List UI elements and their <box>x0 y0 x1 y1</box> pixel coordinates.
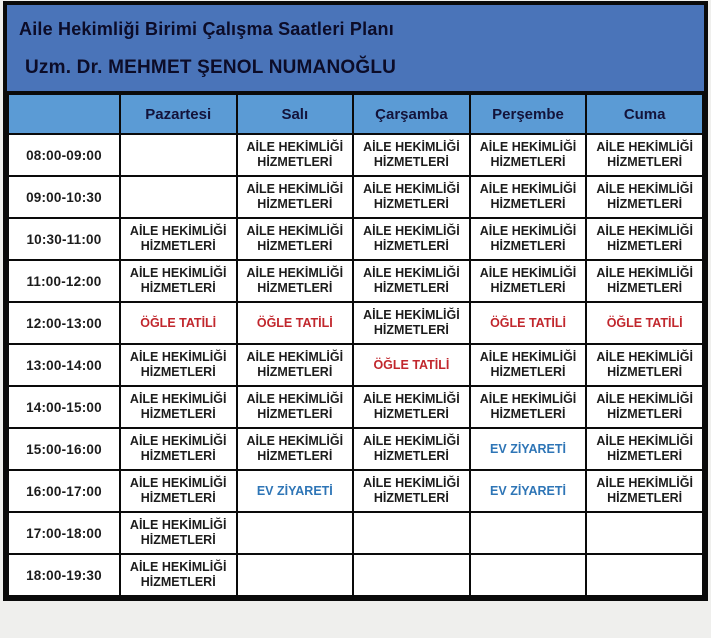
schedule-cell: AİLE HEKİMLİĞİ HİZMETLERİ <box>586 176 703 218</box>
time-cell: 18:00-19:30 <box>8 554 120 596</box>
time-cell: 15:00-16:00 <box>8 428 120 470</box>
time-cell: 13:00-14:00 <box>8 344 120 386</box>
schedule-cell: AİLE HEKİMLİĞİ HİZMETLERİ <box>120 218 237 260</box>
doctor-name: Uzm. Dr. MEHMET ŞENOL NUMANOĞLU <box>25 57 397 78</box>
schedule-cell: AİLE HEKİMLİĞİ HİZMETLERİ <box>237 344 354 386</box>
schedule-cell: AİLE HEKİMLİĞİ HİZMETLERİ <box>470 344 587 386</box>
time-cell: 11:00-12:00 <box>8 260 120 302</box>
schedule-cell <box>470 512 587 554</box>
table-row <box>8 134 703 176</box>
schedule-cell: AİLE HEKİMLİĞİ HİZMETLERİ <box>237 386 354 428</box>
schedule-cell: ÖĞLE TATİLİ <box>586 302 703 344</box>
schedule-cell: AİLE HEKİMLİĞİ HİZMETLERİ <box>353 302 470 344</box>
schedule-cell: AİLE HEKİMLİĞİ HİZMETLERİ <box>586 218 703 260</box>
schedule-cell: AİLE HEKİMLİĞİ HİZMETLERİ <box>120 386 237 428</box>
col-header-carsamba: Çarşamba <box>353 94 470 134</box>
schedule-table <box>7 93 704 597</box>
schedule-cell: AİLE HEKİMLİĞİ HİZMETLERİ <box>586 134 703 176</box>
schedule-cell: AİLE HEKİMLİĞİ HİZMETLERİ <box>353 428 470 470</box>
schedule-cell: AİLE HEKİMLİĞİ HİZMETLERİ <box>353 134 470 176</box>
schedule-cell: EV ZİYARETİ <box>470 470 587 512</box>
schedule-cell: AİLE HEKİMLİĞİ HİZMETLERİ <box>470 134 587 176</box>
schedule-cell: AİLE HEKİMLİĞİ HİZMETLERİ <box>470 176 587 218</box>
time-cell: 16:00-17:00 <box>8 470 120 512</box>
time-cell: 09:00-10:30 <box>8 176 120 218</box>
schedule-cell: AİLE HEKİMLİĞİ HİZMETLERİ <box>470 260 587 302</box>
corner-cell <box>8 94 120 134</box>
table-row <box>8 176 703 218</box>
schedule-cell: ÖĞLE TATİLİ <box>120 302 237 344</box>
schedule-cell: AİLE HEKİMLİĞİ HİZMETLERİ <box>586 470 703 512</box>
schedule-cell: AİLE HEKİMLİĞİ HİZMETLERİ <box>353 218 470 260</box>
schedule-cell: AİLE HEKİMLİĞİ HİZMETLERİ <box>470 218 587 260</box>
table-row <box>8 386 703 428</box>
time-cell: 17:00-18:00 <box>8 512 120 554</box>
schedule-cell <box>120 134 237 176</box>
schedule-cell: AİLE HEKİMLİĞİ HİZMETLERİ <box>120 344 237 386</box>
schedule-cell: AİLE HEKİMLİĞİ HİZMETLERİ <box>353 386 470 428</box>
schedule-cell: AİLE HEKİMLİĞİ HİZMETLERİ <box>586 428 703 470</box>
schedule-cell: AİLE HEKİMLİĞİ HİZMETLERİ <box>120 554 237 596</box>
schedule-cell: AİLE HEKİMLİĞİ HİZMETLERİ <box>586 386 703 428</box>
table-row <box>8 428 703 470</box>
table-row <box>8 218 703 260</box>
schedule-cell <box>586 512 703 554</box>
schedule-cell: AİLE HEKİMLİĞİ HİZMETLERİ <box>353 260 470 302</box>
schedule-cell: EV ZİYARETİ <box>237 470 354 512</box>
col-header-cuma: Cuma <box>586 94 703 134</box>
schedule-cell: AİLE HEKİMLİĞİ HİZMETLERİ <box>470 386 587 428</box>
schedule-cell: ÖĞLE TATİLİ <box>470 302 587 344</box>
schedule-cell: AİLE HEKİMLİĞİ HİZMETLERİ <box>120 512 237 554</box>
schedule-cell: AİLE HEKİMLİĞİ HİZMETLERİ <box>120 260 237 302</box>
schedule-cell <box>586 554 703 596</box>
col-header-sali: Salı <box>237 94 354 134</box>
table-row <box>8 302 703 344</box>
schedule-cell: AİLE HEKİMLİĞİ HİZMETLERİ <box>120 470 237 512</box>
time-cell: 14:00-15:00 <box>8 386 120 428</box>
table-row <box>8 554 703 596</box>
schedule-cell: ÖĞLE TATİLİ <box>237 302 354 344</box>
time-cell: 08:00-09:00 <box>8 134 120 176</box>
table-row <box>8 470 703 512</box>
page-title: Aile Hekimliği Birimi Çalışma Saatleri Planı <box>19 19 394 39</box>
schedule-cell <box>237 554 354 596</box>
schedule-cell: EV ZİYARETİ <box>470 428 587 470</box>
header-row <box>8 94 703 134</box>
schedule-cell: AİLE HEKİMLİĞİ HİZMETLERİ <box>237 260 354 302</box>
schedule-cell <box>237 512 354 554</box>
schedule-cell: AİLE HEKİMLİĞİ HİZMETLERİ <box>586 260 703 302</box>
schedule-cell: AİLE HEKİMLİĞİ HİZMETLERİ <box>237 134 354 176</box>
table-row <box>8 260 703 302</box>
time-cell: 12:00-13:00 <box>8 302 120 344</box>
schedule-cell <box>120 176 237 218</box>
schedule-cell: AİLE HEKİMLİĞİ HİZMETLERİ <box>120 428 237 470</box>
title-block <box>7 5 704 93</box>
schedule-cell: AİLE HEKİMLİĞİ HİZMETLERİ <box>237 218 354 260</box>
schedule-cell: AİLE HEKİMLİĞİ HİZMETLERİ <box>353 176 470 218</box>
col-header-persembe: Perşembe <box>470 94 587 134</box>
schedule-frame <box>3 1 708 601</box>
schedule-cell <box>470 554 587 596</box>
schedule-cell <box>353 512 470 554</box>
col-header-pazartesi: Pazartesi <box>120 94 237 134</box>
schedule-cell: AİLE HEKİMLİĞİ HİZMETLERİ <box>353 470 470 512</box>
schedule-cell: AİLE HEKİMLİĞİ HİZMETLERİ <box>237 176 354 218</box>
table-row <box>8 512 703 554</box>
table-row <box>8 344 703 386</box>
time-cell: 10:30-11:00 <box>8 218 120 260</box>
schedule-cell: ÖĞLE TATİLİ <box>353 344 470 386</box>
schedule-cell: AİLE HEKİMLİĞİ HİZMETLERİ <box>586 344 703 386</box>
schedule-cell: AİLE HEKİMLİĞİ HİZMETLERİ <box>237 428 354 470</box>
schedule-cell <box>353 554 470 596</box>
